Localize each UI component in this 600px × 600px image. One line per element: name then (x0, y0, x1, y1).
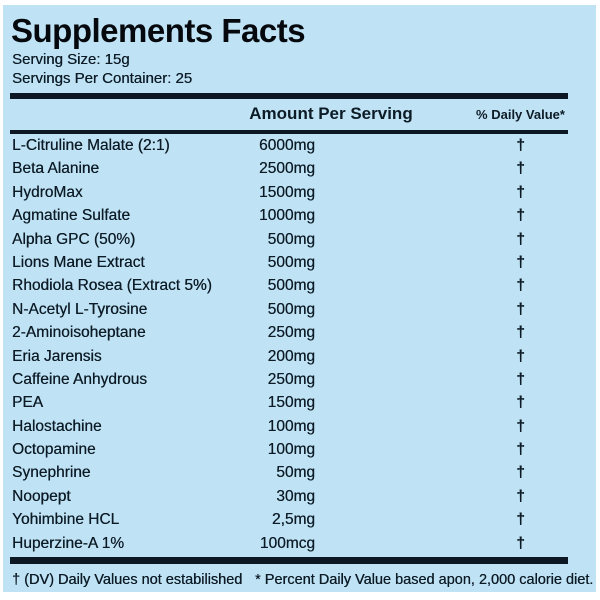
daily-value-dagger: † (516, 183, 525, 201)
daily-value-dagger: † (516, 417, 525, 435)
ingredient-name: Beta Alanine (12, 160, 100, 178)
table-row (3, 415, 596, 438)
ingredient-name: Lions Mane Extract (12, 253, 145, 271)
ingredient-name: Noopept (12, 487, 71, 505)
daily-value-dagger: † (516, 441, 525, 459)
ingredient-name: Octopamine (12, 441, 96, 459)
table-row (3, 508, 596, 531)
column-header-row (3, 99, 596, 130)
table-row (3, 485, 596, 508)
ingredient-table (3, 134, 596, 555)
table-row (3, 438, 596, 461)
ingredient-amount: 100mg (267, 441, 315, 459)
daily-value-dagger: † (516, 324, 525, 342)
daily-value-not-established-note: † (DV) Daily Values not estabilished (12, 572, 243, 589)
divider-thick-bottom (10, 557, 568, 564)
ingredient-amount: 1000mg (258, 207, 315, 225)
servings-per-container: Servings Per Container: 25 (12, 70, 193, 87)
ingredient-name: Huperzine-A 1% (12, 534, 125, 552)
table-row (3, 228, 596, 251)
daily-value-dagger: † (516, 511, 525, 529)
daily-value-dagger: † (516, 464, 525, 482)
table-row (3, 157, 596, 180)
daily-value-dagger: † (516, 370, 525, 388)
ingredient-amount: 500mg (267, 300, 315, 318)
daily-value-dagger: † (516, 207, 525, 225)
ingredient-name: PEA (12, 394, 44, 412)
daily-value-dagger: † (516, 347, 525, 365)
ingredient-name: Alpha GPC (50%) (12, 230, 136, 248)
ingredient-name: Caffeine Anhydrous (12, 370, 148, 388)
table-row (3, 181, 596, 204)
ingredient-amount: 2500mg (258, 160, 315, 178)
footnotes-row (3, 564, 596, 594)
daily-value-dagger: † (516, 300, 525, 318)
table-row (3, 345, 596, 368)
table-row (3, 461, 596, 484)
ingredient-name: Eria Jarensis (12, 347, 102, 365)
daily-value-dagger: † (516, 277, 525, 295)
percent-daily-value-note: * Percent Daily Value based apon, 2,000 calorie diet. (255, 572, 594, 589)
ingredient-amount: 100mcg (259, 534, 315, 552)
ingredient-name: L-Citruline Malate (2:1) (12, 137, 170, 154)
ingredient-amount: 100mg (267, 417, 315, 435)
table-row (3, 204, 596, 227)
ingredient-amount: 500mg (267, 253, 315, 271)
daily-value-dagger: † (516, 230, 525, 248)
table-row (3, 532, 596, 555)
table-row (3, 391, 596, 414)
daily-value-column-header: % Daily Value* (476, 107, 565, 122)
table-row (3, 368, 596, 391)
table-row (3, 251, 596, 274)
ingredient-amount: 250mg (267, 324, 315, 342)
panel-title: Supplements Facts (11, 12, 306, 49)
ingredient-name: Rhodiola Rosea (Extract 5%) (12, 277, 212, 295)
ingredient-name: Halostachine (12, 417, 102, 435)
daily-value-dagger: † (516, 137, 525, 154)
table-row (3, 134, 596, 157)
ingredient-amount: 200mg (267, 347, 315, 365)
daily-value-dagger: † (516, 534, 525, 552)
ingredient-amount: 50mg (276, 464, 315, 482)
ingredient-amount: 500mg (267, 277, 315, 295)
ingredient-amount: 2,5mg (271, 511, 315, 529)
ingredient-name: Yohimbine HCL (12, 511, 120, 529)
ingredient-name: Synephrine (12, 464, 91, 482)
ingredient-name: 2-Aminoisoheptane (12, 324, 146, 342)
ingredient-name: HydroMax (12, 183, 83, 201)
serving-size: Serving Size: 15g (12, 51, 130, 68)
supplement-facts-panel (3, 5, 596, 592)
ingredient-amount: 250mg (267, 370, 315, 388)
ingredient-name: N-Acetyl L-Tyrosine (12, 300, 148, 318)
daily-value-dagger: † (516, 160, 525, 178)
table-row (3, 274, 596, 297)
amount-column-header: Amount Per Serving (249, 104, 413, 123)
table-row (3, 321, 596, 344)
daily-value-dagger: † (516, 253, 525, 271)
ingredient-name: Agmatine Sulfate (12, 207, 131, 225)
ingredient-amount: 150mg (267, 394, 315, 412)
ingredient-amount: 500mg (267, 230, 315, 248)
ingredient-amount: 6000mg (258, 137, 315, 154)
ingredient-amount: 1500mg (258, 183, 315, 201)
ingredient-amount: 30mg (276, 487, 315, 505)
daily-value-dagger: † (516, 394, 525, 412)
daily-value-dagger: † (516, 487, 525, 505)
table-row (3, 298, 596, 321)
